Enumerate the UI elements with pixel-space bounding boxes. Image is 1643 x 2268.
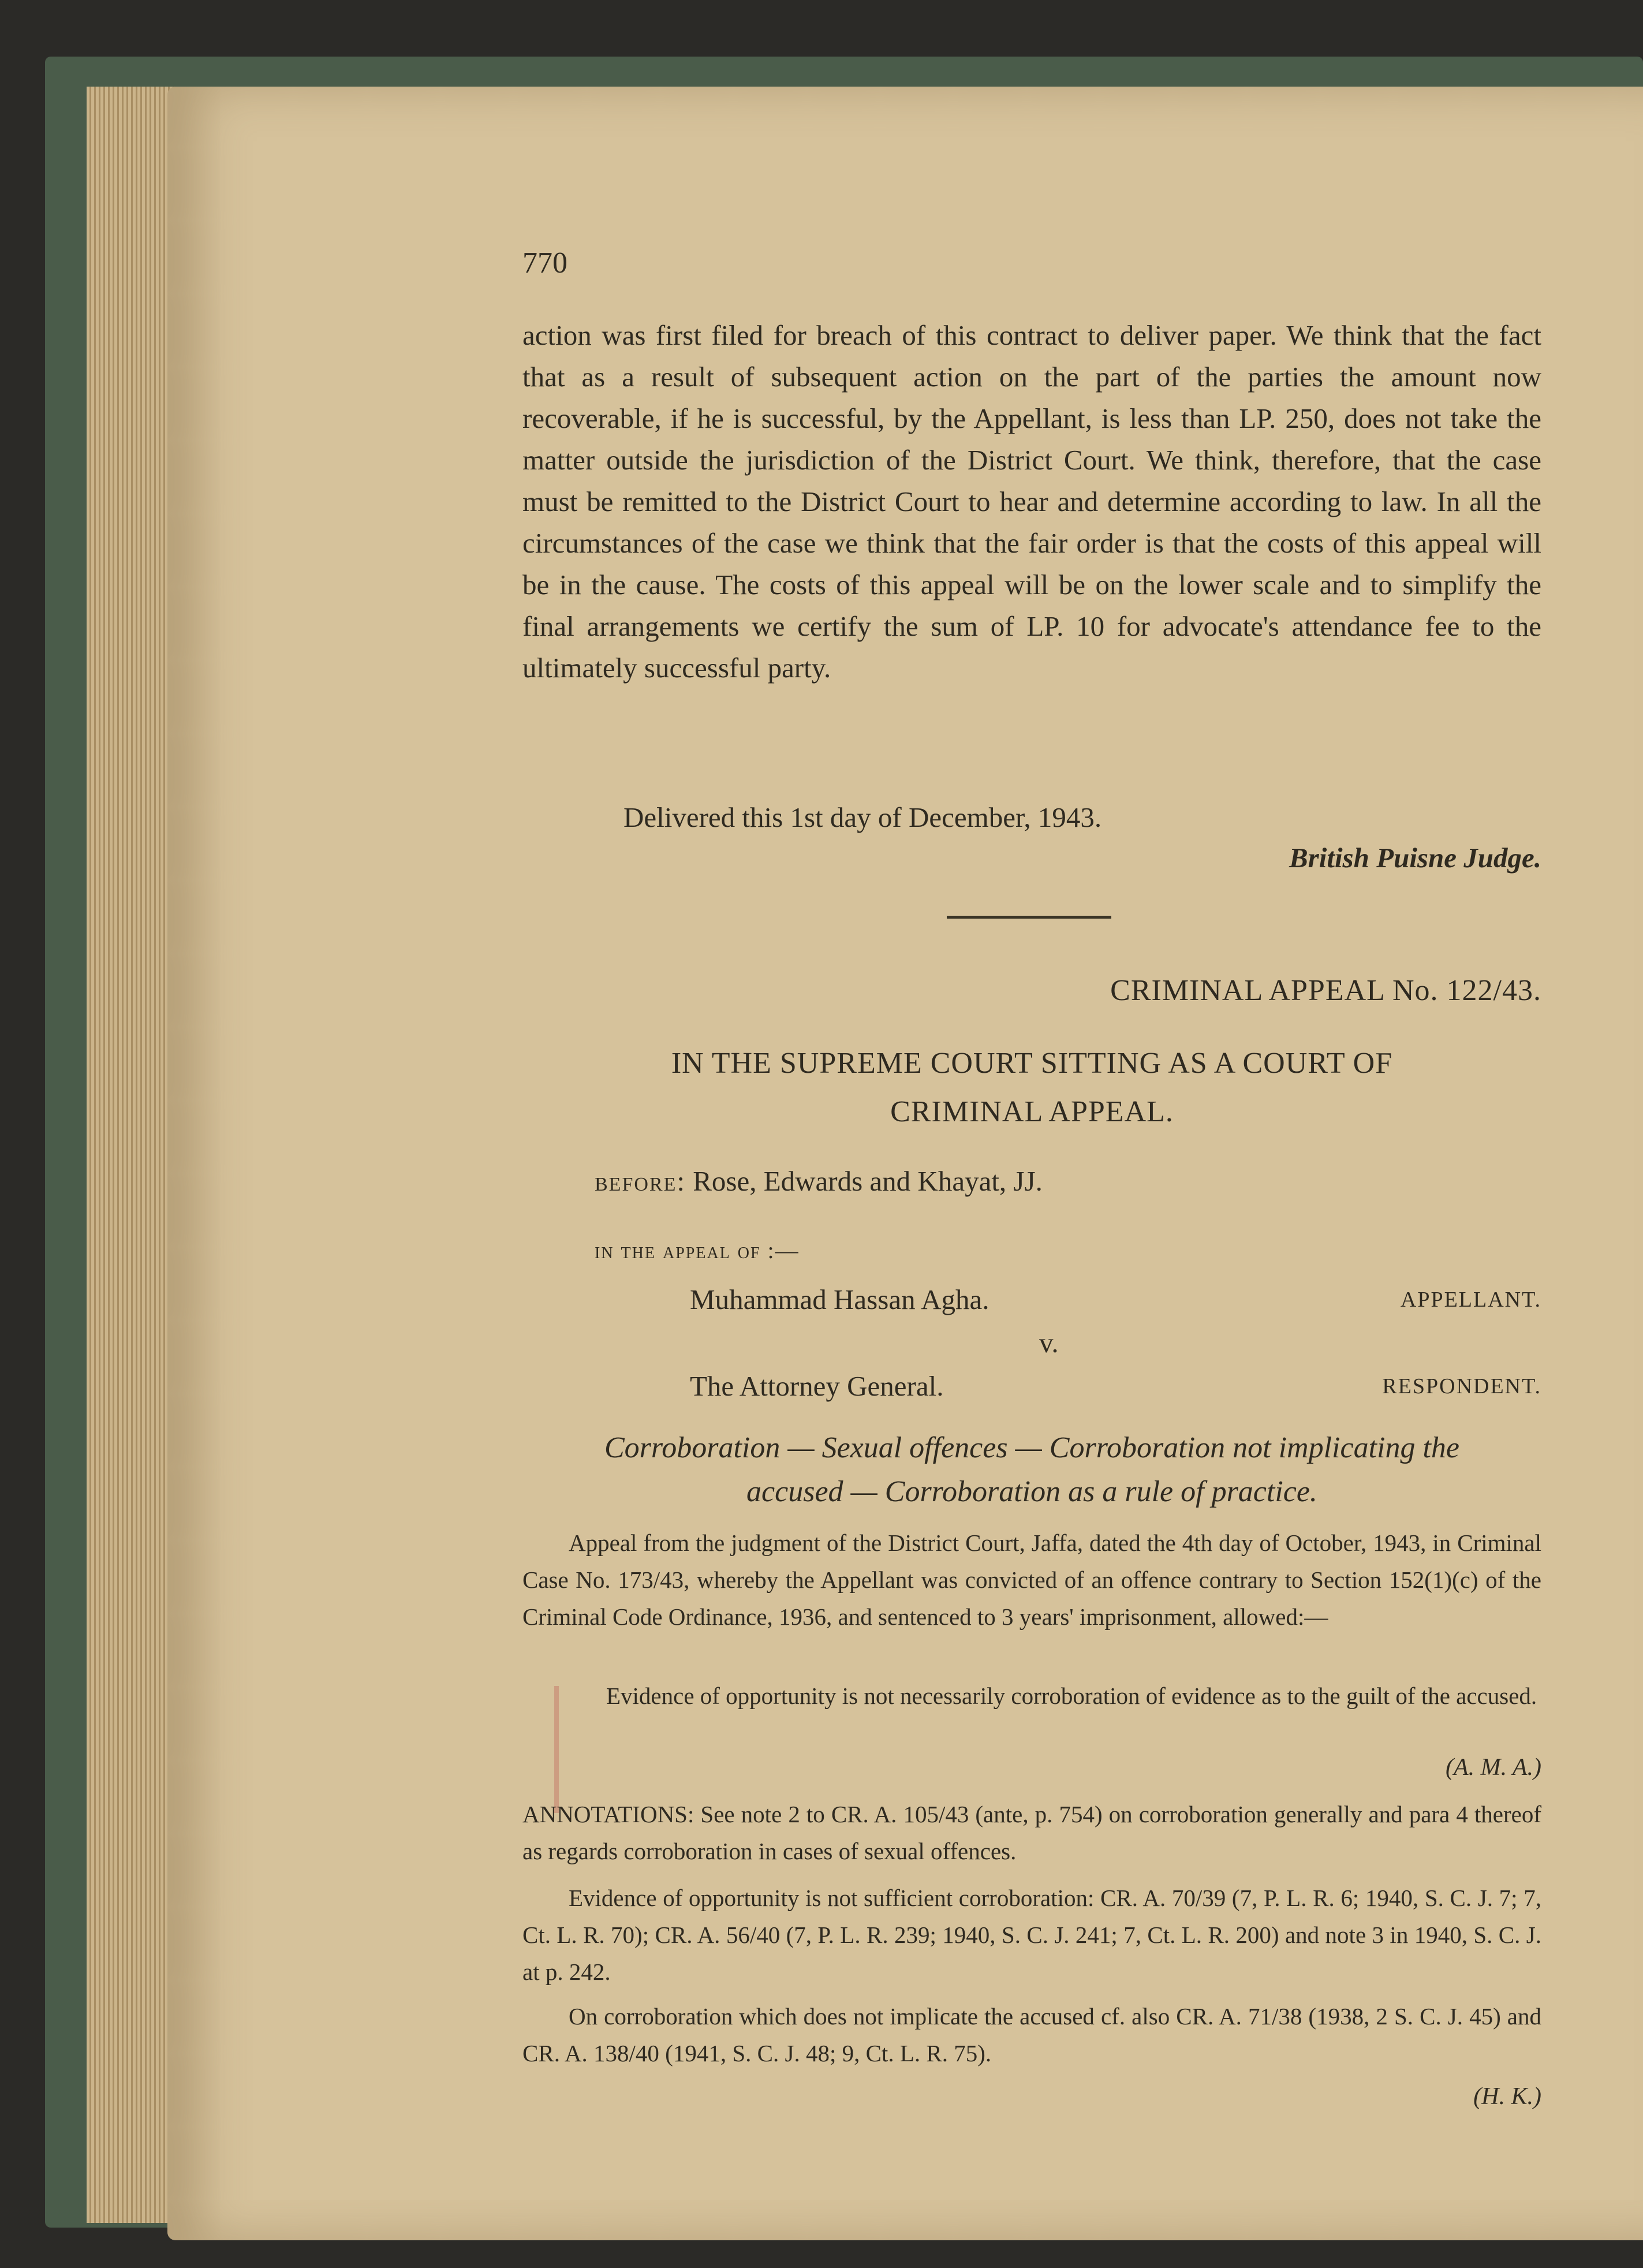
annotations-initials: (H. K.) — [1473, 2083, 1541, 2110]
headnote — [522, 1426, 1541, 1514]
before-label: before: — [595, 1165, 686, 1197]
annotations-paragraph-3: On corroboration which does not implicate the accused cf. also CR. A. 71/38 (1938, 2 S. C. J. 45) and CR. A. 138/40 (1941, S. C. J. 48; 9, Ct. L. R. 75). — [522, 2003, 1541, 2066]
appeal-text: Appeal from the judgment of the District Court, Jaffa, dated the 4th day of October, 1943, in Criminal Case No. 173/43, whereby the Appellant was convicted of an offence contrary to Section 152(1)(c) of the Criminal Code Ordinance, 1936, and sentenced to 3 years' imprisonment, allowed:— — [522, 1530, 1541, 1630]
headnote-line-2: accused — Corroboration as a rule of practice. — [746, 1475, 1317, 1508]
in-the-appeal-of: in the appeal of :— — [595, 1237, 800, 1263]
before-line — [595, 1161, 1043, 1202]
headnote-line-1: Corroboration — Sexual offences — Corroboration not implicating the — [604, 1431, 1459, 1464]
annotations-paragraph-2: Evidence of opportunity is not sufficient corroboration: CR. A. 70/39 (7, P. L. R. 6; 1940, S. C. J. 7; 7, Ct. L. R. 70); CR. A. 56/40 (7, P. L. R. 239; 1940, S. C. J. 241; 7, Ct. L. R. 200) and note 3 in 1940, S. C. J. at p. 242. — [522, 1885, 1541, 1985]
annotations-paragraph-1: ANNOTATIONS: See note 2 to CR. A. 105/43 (ante, p. 754) on corroboration generally and para 4 thereof as regards corroboration in cases of sexual offences. — [522, 1801, 1541, 1864]
case-number: CRIMINAL APPEAL No. 122/43. — [1110, 974, 1541, 1007]
court-title-line-2: CRIMINAL APPEAL. — [890, 1095, 1174, 1128]
red-mark — [554, 1686, 559, 1813]
held-initials: (A. M. A.) — [1445, 1754, 1541, 1781]
versus: v. — [1039, 1327, 1059, 1359]
appellant-name: Muhammad Hassan Agha. — [690, 1284, 989, 1315]
appellant-label: APPELLANT. — [1400, 1288, 1541, 1312]
section-divider — [947, 916, 1111, 919]
judgment-paragraph: action was first filed for breach of this contract to deliver paper. We think that the fact that as a result of subsequent action on the part of the parties the amount now recoverable, if he is successful, by the Appellant, is less than LP. 250, does not take the matter outside the jurisdiction of the District Court. We think, therefore, that the case must be remitted to the District Court to hear and determine according to law. In all the circumstances of the case we think that the fair order is that the costs of this appeal will be in the cause. The costs of this appeal will be on the lower scale and to simplify the final arrangements we certify the sum of LP. 10 for advocate's attendance fee to the ultimately successful party. — [522, 319, 1541, 684]
held-text: Evidence of opportunity is not necessarily corroboration of evidence as to the guilt of the accused. — [606, 1683, 1537, 1709]
respondent-name: The Attorney General. — [690, 1370, 944, 1402]
court-title — [522, 1039, 1541, 1136]
court-title-line-1: IN THE SUPREME COURT SITTING AS A COURT OF — [671, 1047, 1393, 1080]
delivered-line: Delivered this 1st day of December, 1943. — [623, 801, 1102, 833]
page-number: 770 — [522, 247, 567, 279]
before-judges: Rose, Edwards and Khayat, JJ. — [693, 1165, 1043, 1197]
judge-signature: British Puisne Judge. — [1289, 842, 1541, 874]
respondent-label: RESPONDENT. — [1382, 1374, 1541, 1398]
